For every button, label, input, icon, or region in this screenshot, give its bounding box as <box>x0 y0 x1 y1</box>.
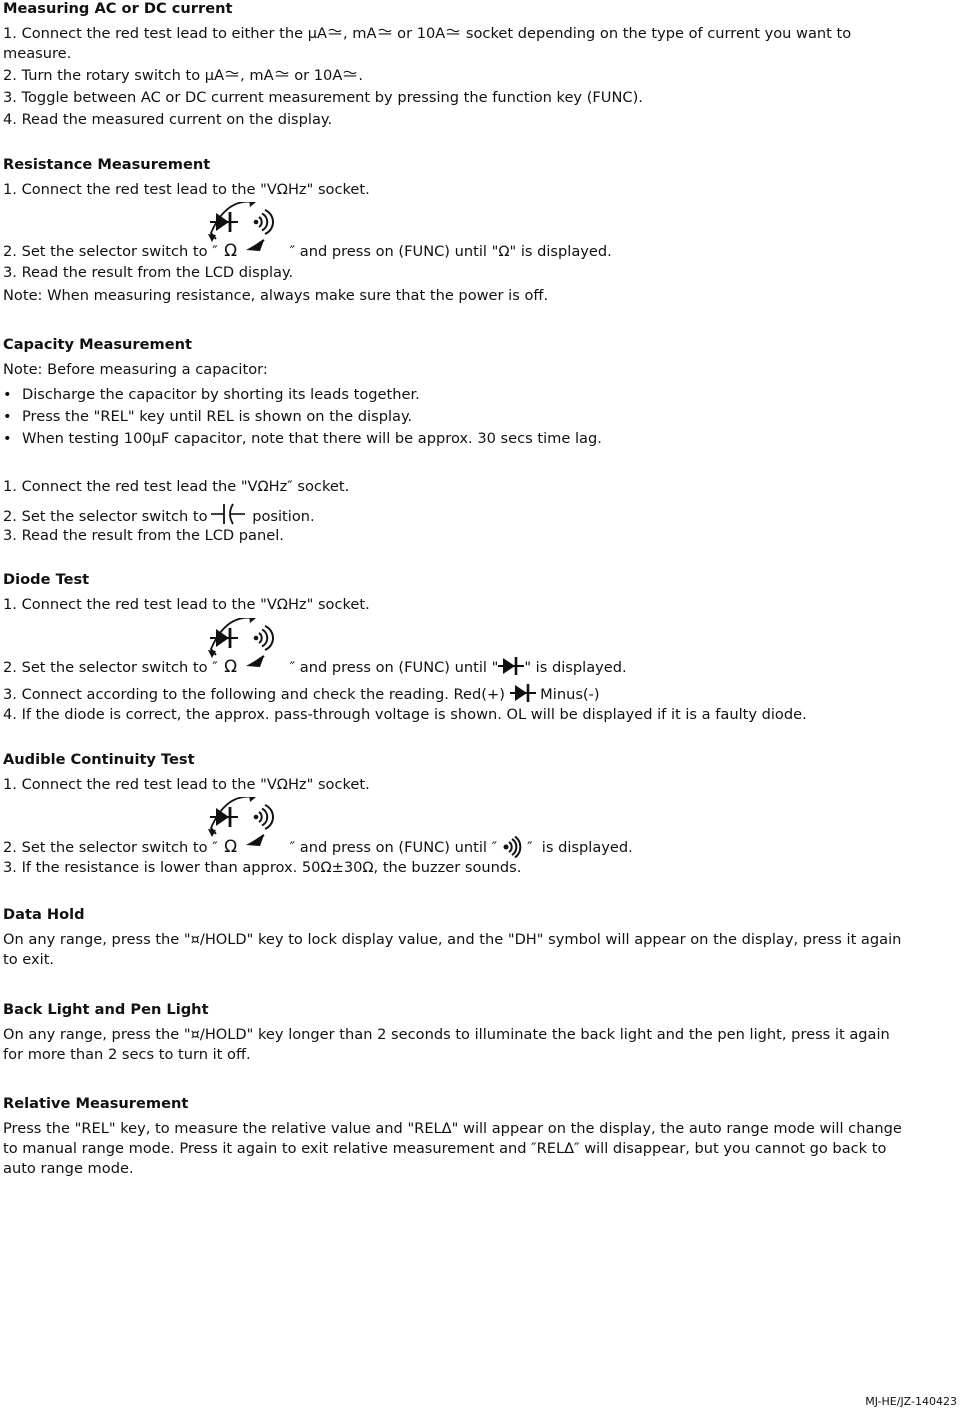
capacity-step-2 <box>3 503 315 527</box>
text-span: , mA <box>343 25 377 42</box>
text-span: or 10A <box>392 25 446 42</box>
diode-icon <box>510 683 536 703</box>
text-span: ″ is displayed. <box>527 839 633 856</box>
diode-icon <box>498 656 524 676</box>
section-heading-diode: Diode Test <box>3 571 90 588</box>
text-span: position. <box>247 508 315 525</box>
ac-step-4: 4. Read the measured current on the display. <box>3 111 333 128</box>
section-heading-relative: Relative Measurement <box>3 1095 189 1112</box>
text-span: 3. Connect according to the following and check the reading. Red(+) <box>3 686 505 703</box>
buzzer-icon <box>501 836 523 858</box>
text-span: or 10A <box>289 67 343 84</box>
section-heading-capacity: Capacity Measurement <box>3 336 192 353</box>
text-span: socket depending on the type of current you want to <box>461 25 852 42</box>
ac-dc-icon <box>378 28 392 36</box>
document-code: MJ-HE/JZ-140423 <box>865 1395 957 1408</box>
resistance-step-3: 3. Read the result from the LCD display. <box>3 264 294 281</box>
section-heading-back-light: Back Light and Pen Light <box>3 1001 209 1018</box>
text-span: 2. Set the selector switch to ″ <box>3 839 218 856</box>
diode-step-3 <box>3 683 600 705</box>
text-span: . <box>358 67 363 84</box>
ac-step-1-cont: measure. <box>3 45 72 62</box>
section-heading-data-hold: Data Hold <box>3 906 85 923</box>
relative-text: Press the "REL" key, to measure the relative value and "RELΔ" will appear on the display, the auto range mode will change to manual range mode. Press it again to exit relative measurement and ″RELΔ″ will disappear, but you cannot go back to auto range mode. <box>3 1120 902 1177</box>
text-span: " is displayed. <box>524 659 627 676</box>
text-span: , mA <box>240 67 274 84</box>
ac-dc-icon <box>446 28 460 36</box>
capacitor-icon <box>211 503 245 525</box>
back-light-text: On any range, press the "¤/HOLD" key longer than 2 seconds to illuminate the back light and the pen light, press it again for more than 2 secs to turn it off. <box>3 1026 890 1063</box>
ac-dc-icon <box>275 70 289 78</box>
continuity-step-3: 3. If the resistance is lower than approx. 50Ω±30Ω, the buzzer sounds. <box>3 859 522 876</box>
text-span: 2. Set the selector switch to ″ <box>3 659 218 676</box>
ac-dc-icon <box>225 70 239 78</box>
text-span: ″ and press on (FUNC) until " <box>289 659 499 676</box>
capacity-step-3: 3. Read the result from the LCD panel. <box>3 527 284 544</box>
text-span: Minus(-) <box>535 686 600 703</box>
text-span: When testing 100μF capacitor, note that there will be approx. 30 secs time lag. <box>22 430 602 447</box>
ac-dc-icon <box>328 28 342 36</box>
list-item: • Press the "REL" key until REL is shown on the display. <box>3 408 413 425</box>
list-item: • When testing 100μF capacitor, note that there will be approx. 30 secs time lag. <box>3 430 602 447</box>
text-span: 1. Connect the red test lead to either the μA <box>3 25 328 42</box>
diode-step-4: 4. If the diode is correct, the approx. pass-through voltage is shown. OL will be displayed if it is a faulty diode. <box>3 706 807 723</box>
omega-symbol: Ω <box>224 241 238 261</box>
text-span: ″ and press on (FUNC) until ″ <box>289 839 498 856</box>
section-heading-resistance: Resistance Measurement <box>3 156 211 173</box>
capacity-step-1: 1. Connect the red test lead the "VΩHz″ socket. <box>3 478 350 495</box>
ac-step-1 <box>3 24 851 44</box>
resistance-step-2 <box>3 241 612 262</box>
ac-step-2 <box>3 66 363 86</box>
ac-dc-icon <box>343 70 357 78</box>
section-heading-ac-dc-current: Measuring AC or DC current <box>3 0 233 17</box>
text-span: 2. Turn the rotary switch to μA <box>3 67 225 84</box>
continuity-step-2 <box>3 836 633 858</box>
text-span: ″ and press on (FUNC) until "Ω" is displayed. <box>289 243 612 260</box>
diode-step-1: 1. Connect the red test lead to the "VΩHz" socket. <box>3 596 370 613</box>
data-hold-text: On any range, press the "¤/HOLD" key to lock display value, and the "DH" symbol will appear on the display, press it again to exit. <box>3 931 902 968</box>
continuity-step-1: 1. Connect the red test lead to the "VΩHz" socket. <box>3 776 370 793</box>
section-heading-continuity: Audible Continuity Test <box>3 751 195 768</box>
text-span: Press the "REL" key until REL is shown on the display. <box>22 408 413 425</box>
omega-symbol: Ω <box>224 837 238 857</box>
resistance-step-1: 1. Connect the red test lead to the "VΩHz" socket. <box>3 181 370 198</box>
diode-step-2 <box>3 656 627 678</box>
ac-step-3: 3. Toggle between AC or DC current measurement by pressing the function key (FUNC). <box>3 89 643 106</box>
text-span: Discharge the capacitor by shorting its leads together. <box>22 386 420 403</box>
list-item: • Discharge the capacitor by shorting its leads together. <box>3 386 420 403</box>
omega-symbol: Ω <box>224 657 238 677</box>
resistance-note: Note: When measuring resistance, always make sure that the power is off. <box>3 287 549 304</box>
text-span: 2. Set the selector switch to ″ <box>3 243 218 260</box>
text-span: 2. Set the selector switch to <box>3 508 208 525</box>
capacity-note: Note: Before measuring a capacitor: <box>3 361 268 378</box>
